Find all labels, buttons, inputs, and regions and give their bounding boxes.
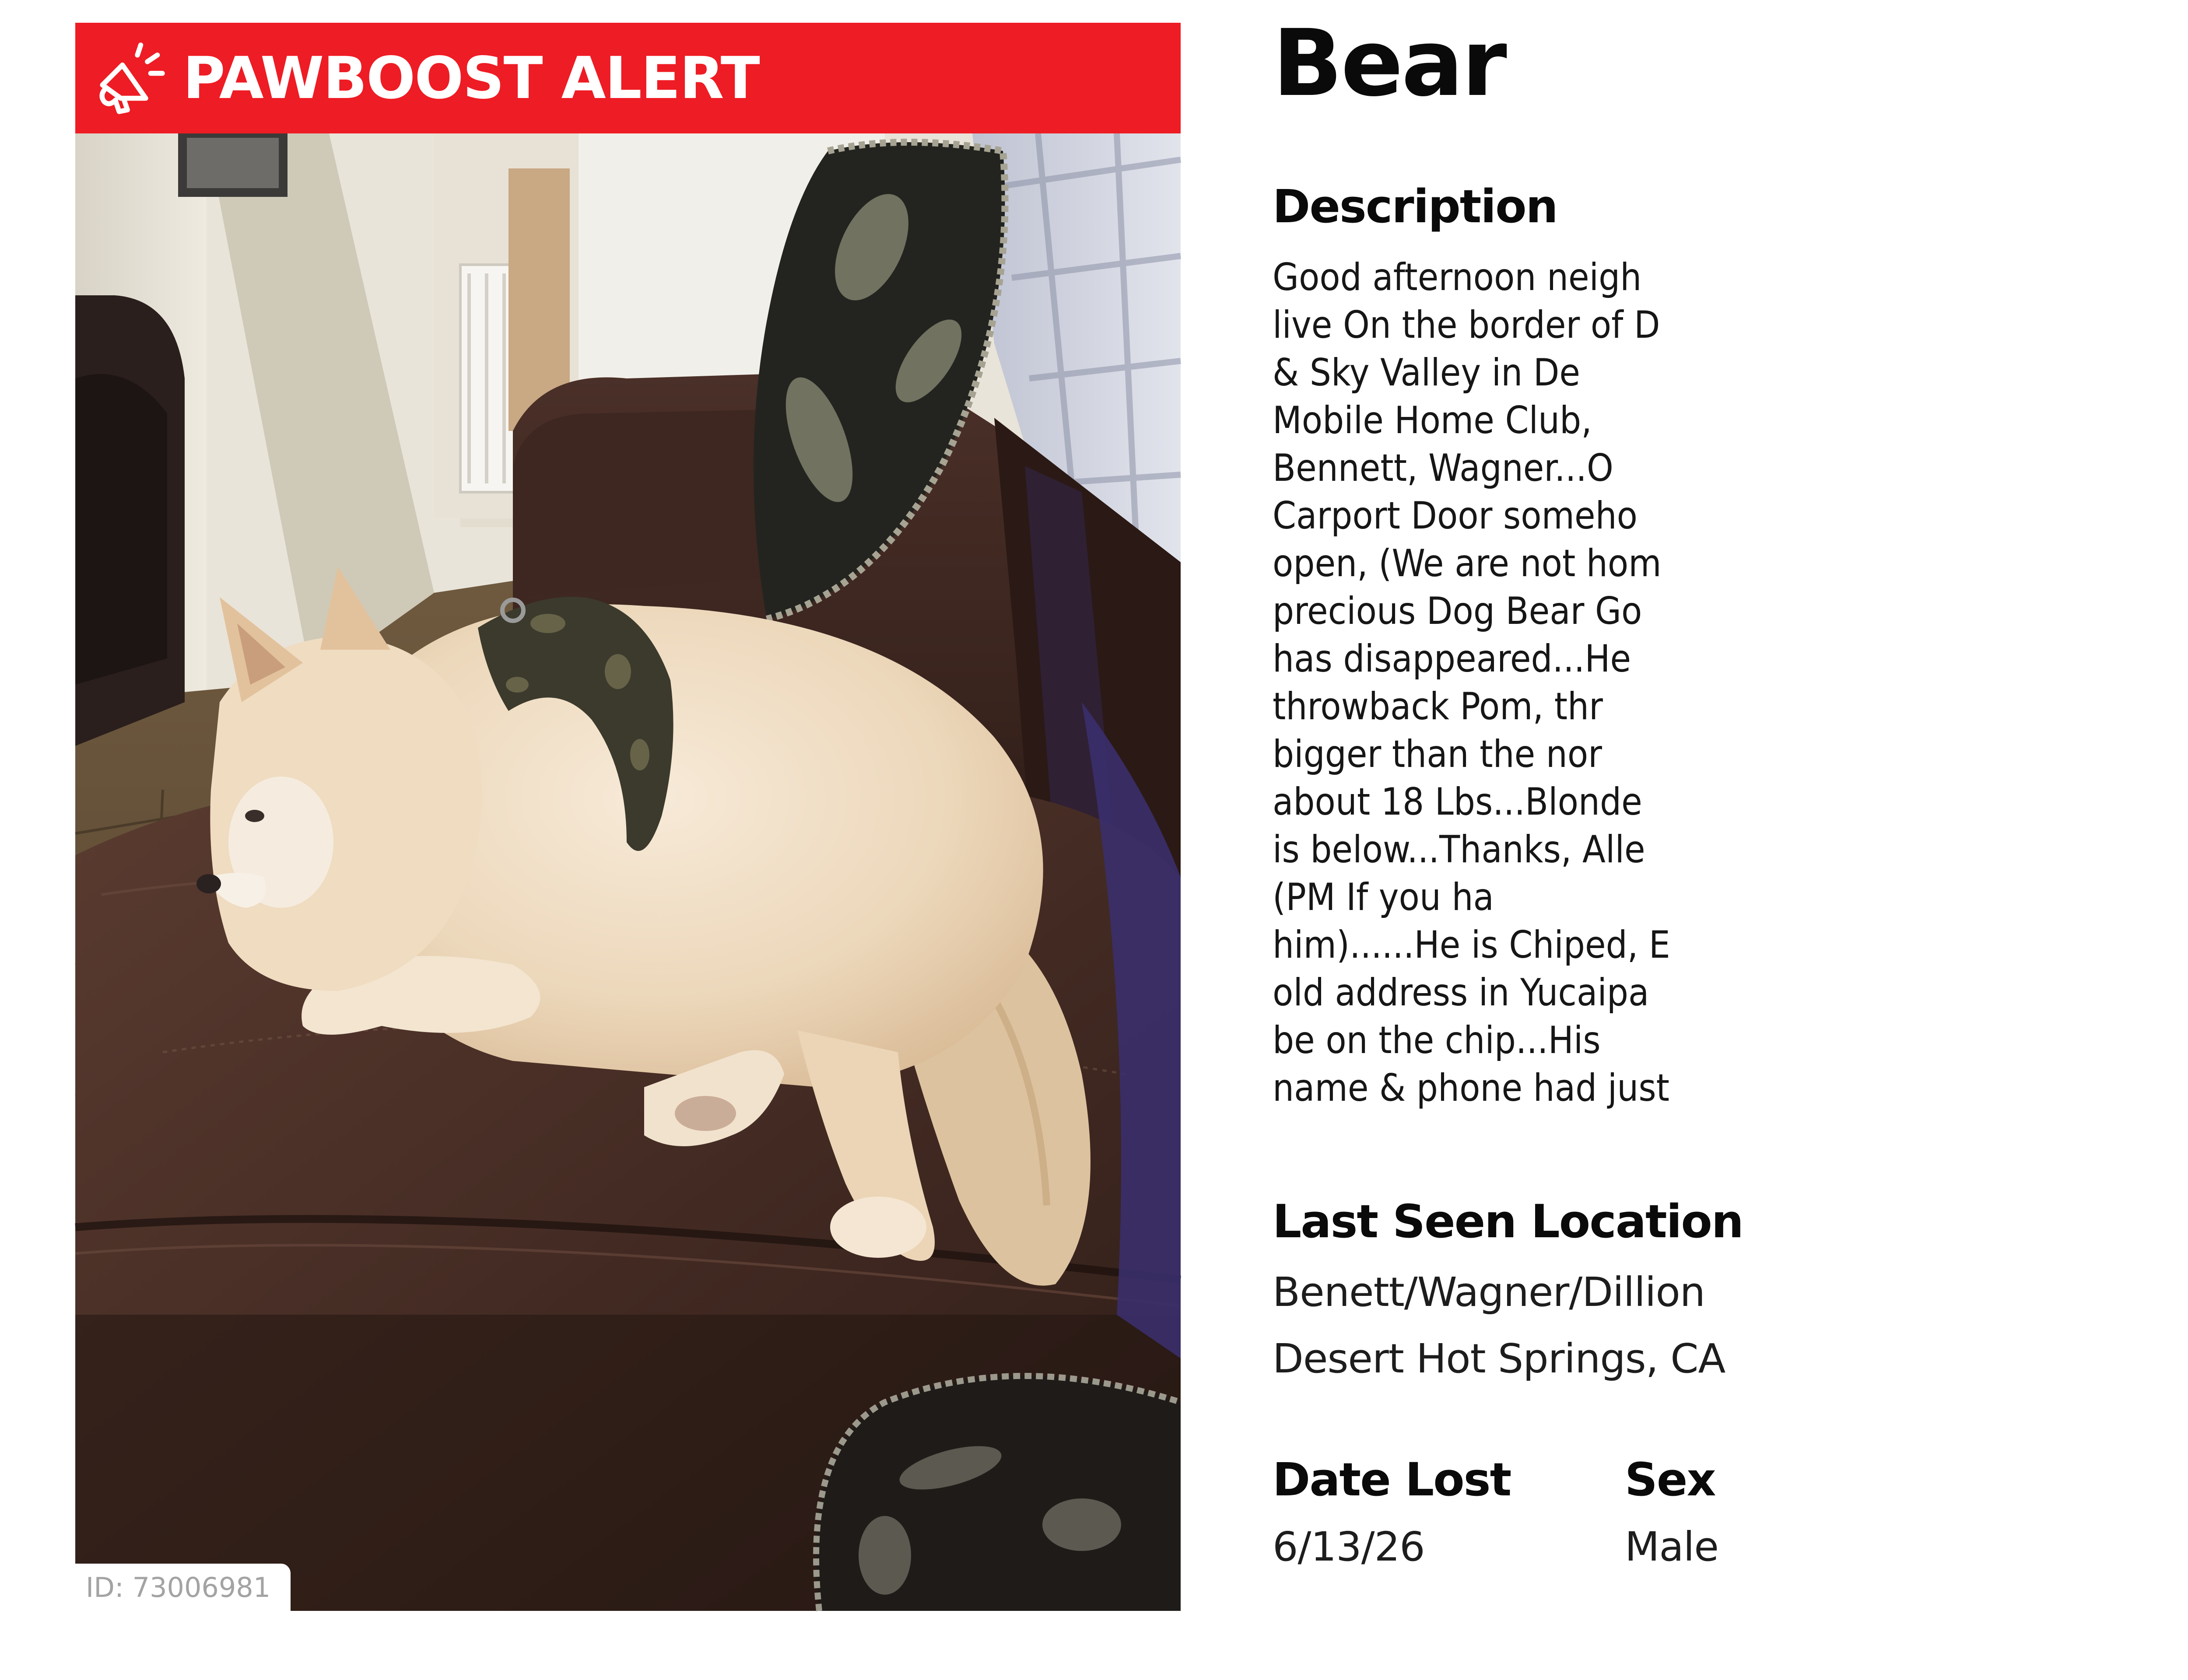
alert-banner-label: PAWBOOST ALERT	[183, 44, 759, 112]
description-line: throwback Pom, thr	[1273, 685, 1603, 728]
description-line: bigger than the nor	[1273, 732, 1602, 776]
megaphone-icon	[88, 37, 171, 120]
last-seen-city: Desert Hot Springs, CA	[1273, 1335, 1725, 1382]
description-line: (PM If you ha	[1273, 875, 1494, 919]
description-line: & Sky Valley in De	[1273, 351, 1581, 395]
description-line: name & phone had just	[1273, 1066, 1669, 1110]
pet-photo	[75, 133, 1181, 1611]
description-line: Bennett, Wagner...O	[1273, 446, 1613, 490]
pet-info-panel	[1273, 0, 1743, 1680]
alert-banner	[75, 23, 1181, 133]
description-line: be on the chip...His	[1273, 1018, 1601, 1062]
description-line: is below...Thanks, Alle	[1273, 828, 1645, 872]
last-seen-streets: Benett/Wagner/Dillion	[1273, 1269, 1705, 1316]
description-line: about 18 Lbs...Blonde	[1273, 780, 1642, 824]
alert-id-label: ID: 73006981	[75, 1564, 291, 1611]
description-line: open, (We are not hom	[1273, 542, 1662, 585]
sex-value: Male	[1625, 1523, 1718, 1570]
description-text	[1273, 254, 2188, 1112]
description-line: him)......He is Chiped, E	[1273, 923, 1670, 967]
description-line: Carport Door someho	[1273, 494, 1637, 538]
sex-heading: Sex	[1625, 1453, 1715, 1506]
alert-card	[75, 23, 1181, 1611]
description-line: Good afternoon neigh	[1273, 256, 1642, 299]
description-line: has disappeared...He	[1273, 637, 1631, 681]
description-heading: Description	[1273, 180, 1557, 233]
description-line: precious Dog Bear Go	[1273, 589, 1642, 633]
date-lost-heading: Date Lost	[1273, 1453, 1511, 1506]
description-line: Mobile Home Club,	[1273, 399, 1592, 442]
description-line: live On the border of D	[1273, 303, 1660, 347]
pet-name: Bear	[1273, 10, 1505, 117]
last-seen-heading: Last Seen Location	[1273, 1195, 1743, 1248]
date-lost-value: 6/13/26	[1273, 1523, 1425, 1570]
description-line: old address in Yucaipa	[1273, 971, 1649, 1015]
